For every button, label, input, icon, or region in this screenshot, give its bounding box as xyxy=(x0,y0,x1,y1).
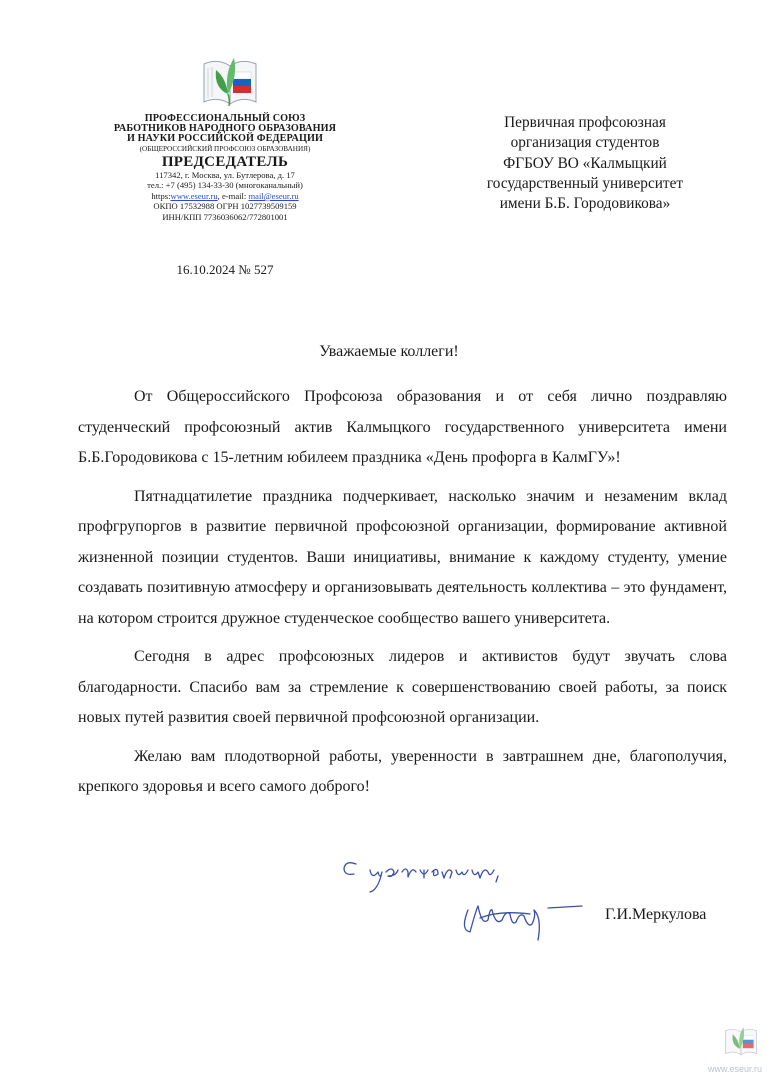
org-name-line-3: И НАУКИ РОССИЙСКОЙ ФЕДЕРАЦИИ xyxy=(126,133,324,145)
sender-phone: тел.: +7 (495) 134-33-30 (многоканальный) xyxy=(147,180,303,191)
greeting: Уважаемые коллеги! xyxy=(319,343,459,360)
paragraph: От Общероссийского Профсоюза образования и от себя лично поздравляю студенческий профсоюзный актив Калмыцкого государственного университета имени Б.Б.Городовикова с 15-летним юбилеем праздника «День профорга в КалмГУ»! xyxy=(78,388,727,466)
sender-okpo: ОКПО 17532988 ОГРН 1027739509159 xyxy=(153,201,297,212)
org-subtitle: (ОБЩЕРОССИЙСКИЙ ПРОФСОЮЗ ОБРАЗОВАНИЯ) xyxy=(139,144,311,153)
paragraph: Желаю вам плодотворной работы, уверенности в завтрашнем дне, благополучия, крепкого здоровья и всего самого доброго! xyxy=(78,747,727,795)
org-name-line-1: ПРОФЕССИОНАЛЬНЫЙ СОЮЗ xyxy=(144,113,306,124)
watermark: www.eseur.ru xyxy=(708,1064,763,1074)
date-number: 16.10.2024 № 527 xyxy=(176,262,274,277)
signer-name: Г.И.Меркулова xyxy=(605,906,707,923)
recipient-block xyxy=(440,113,730,215)
recipient-line-1: Первичная профсоюзная xyxy=(504,114,666,131)
sender-header xyxy=(90,114,360,222)
sender-address: 117342, г. Москва, ул. Бутлерова, д. 17 xyxy=(155,169,295,180)
letter-body xyxy=(78,382,727,811)
union-logo-icon xyxy=(200,50,260,112)
paragraph: Сегодня в адрес профсоюзных лидеров и активистов будут звучать слова благодарности. Спасибо вам за стремление к совершенствованию своей работы, за поиск новых путей развития своей первичной профсоюзной организации. xyxy=(78,648,727,726)
website-link[interactable]: www.eseur.ru xyxy=(170,190,218,201)
org-name-line-2: РАБОТНИКОВ НАРОДНОГО ОБРАЗОВАНИЯ xyxy=(113,123,337,135)
chair-title: ПРЕДСЕДАТЕЛЬ xyxy=(161,153,289,170)
recipient-line-4: государственный университет xyxy=(486,175,684,193)
recipient-line-3: ФГБОУ ВО «Калмыцкий xyxy=(503,154,667,172)
email-prefix: , e-mail: xyxy=(217,190,249,201)
web-prefix: https: xyxy=(151,190,171,201)
email-link[interactable]: mail@eseur.ru xyxy=(248,190,299,201)
recipient-line-2: организация студентов xyxy=(510,134,660,152)
handwritten-signature xyxy=(320,850,600,950)
recipient-line-5: имени Б.Б. Городовикова» xyxy=(499,195,671,213)
union-logo-icon xyxy=(723,1022,759,1060)
paragraph: Пятнадцатилетие праздника подчеркивает, насколько значим и незаменим вклад профгрупоргов в развитие первичной профсоюзной организации, формирование активной жизненной позиции студентов. Ваши инициативы, внимание к каждому студенту, умение создавать позитивную атмосферу и организовывать деятельность коллектива – это фундамент, на котором строится дружное студенческое сообщество вашего университета. xyxy=(78,487,727,627)
sender-inn: ИНН/КПП 7736036062/772801001 xyxy=(162,211,288,222)
sender-contacts xyxy=(90,191,360,201)
